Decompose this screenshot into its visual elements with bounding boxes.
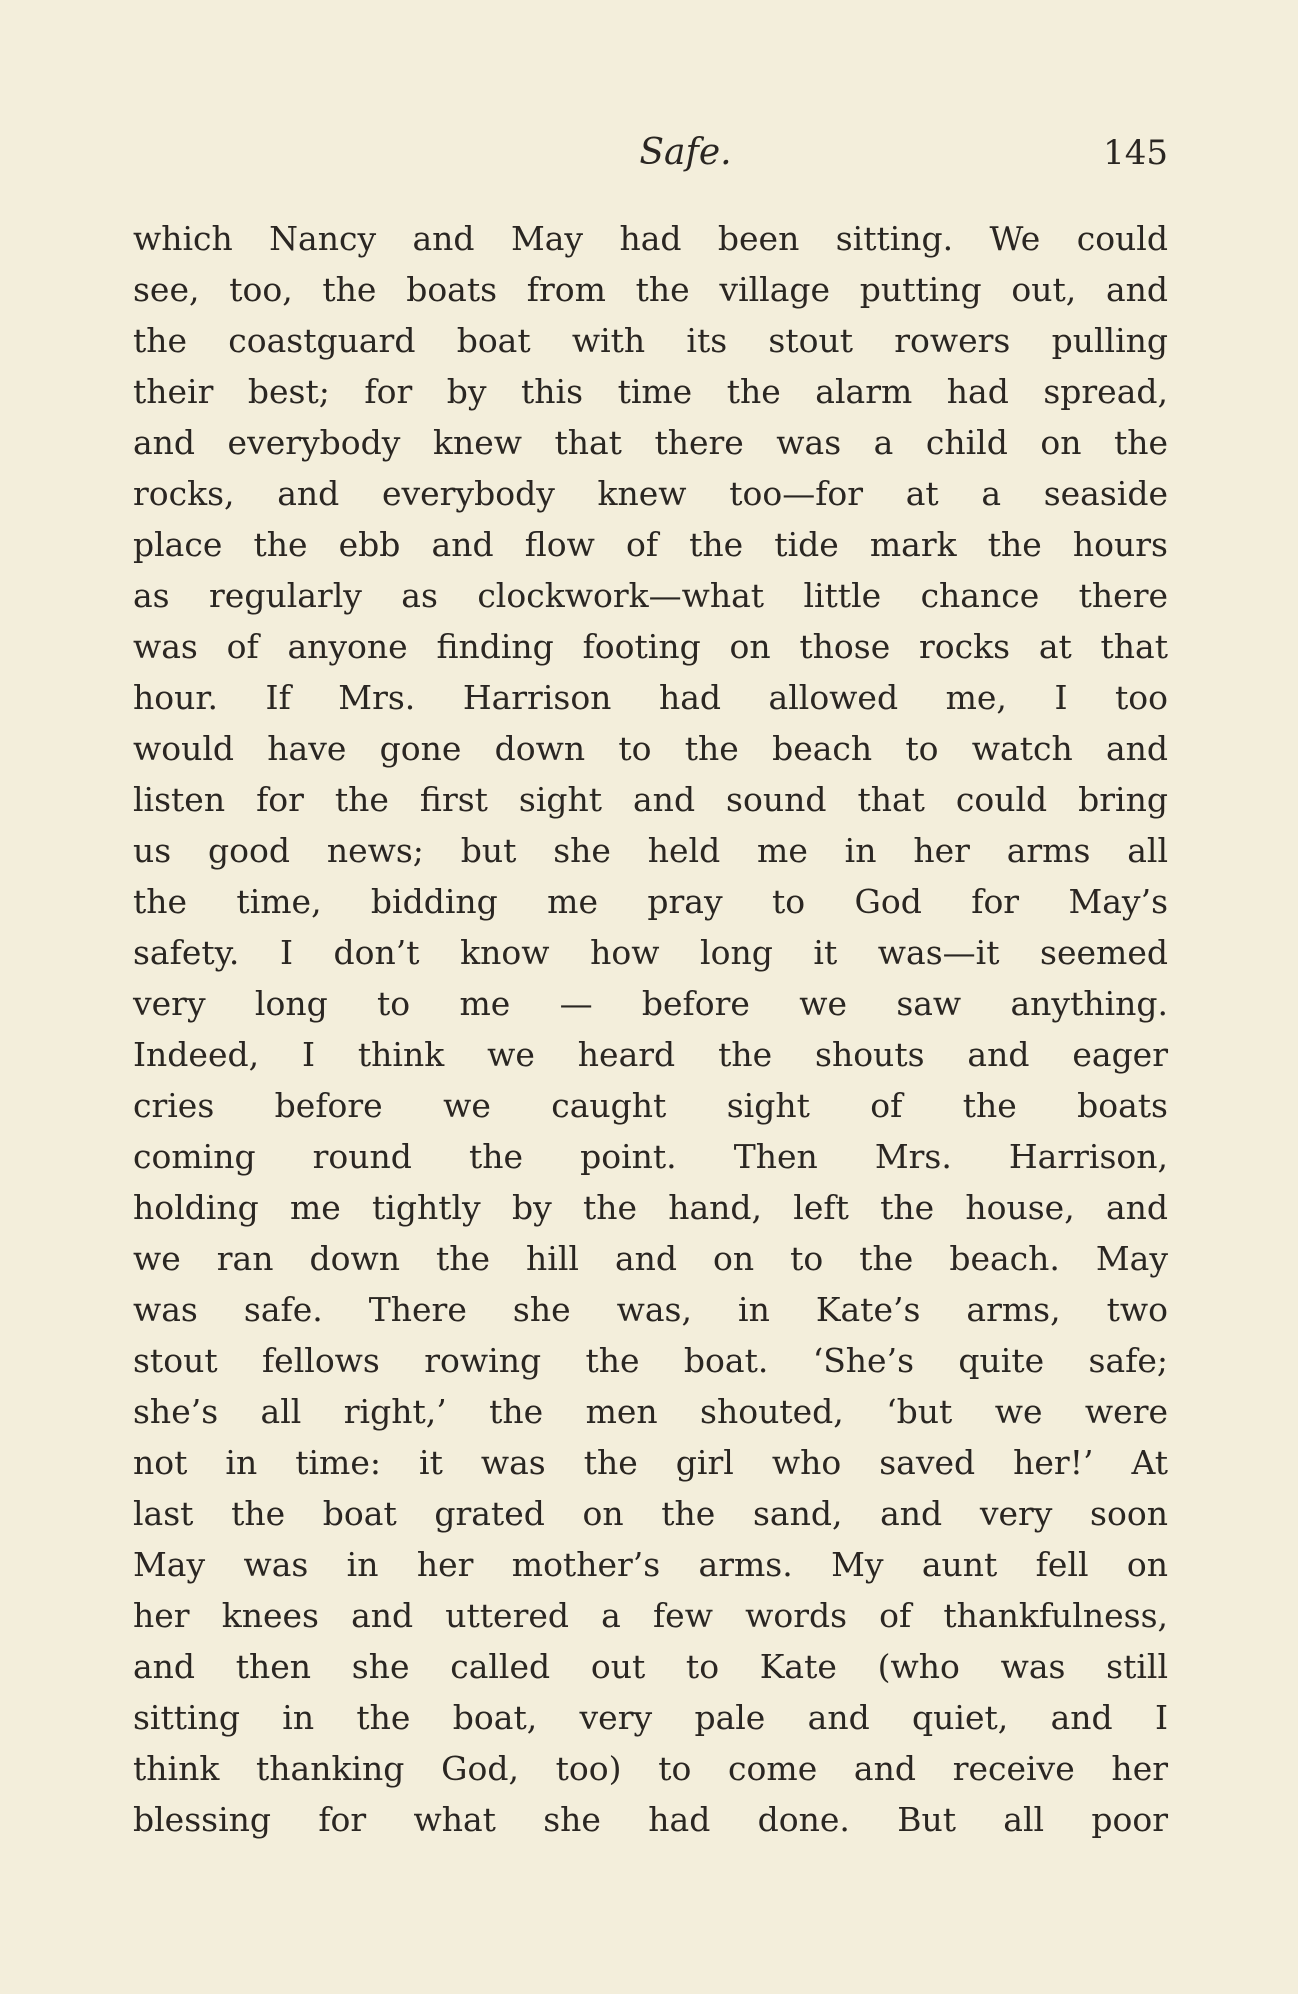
text-line: was of anyone finding footing on those rocks at that [133,627,1168,666]
text-line: and then she called out to Kate (who was still [133,1647,1168,1686]
text-line: she’s all right,’ the men shouted, ‘but we were [133,1392,1168,1431]
text-line: see, too, the boats from the village putting out, and [133,270,1168,309]
text-line: we ran down the hill and on to the beach. May [133,1239,1168,1278]
text-line: rocks, and everybody knew too—for at a seaside [133,474,1168,513]
text-line: which Nancy and May had been sitting. We could [133,219,1168,258]
text-line: think thanking God, too) to come and receive her [133,1749,1168,1788]
text-line: blessing for what she had done. But all poor [133,1800,1168,1839]
text-line: cries before we caught sight of the boats [133,1086,1168,1125]
text-line: was safe. There she was, in Kate’s arms, two [133,1290,1168,1329]
text-line: hour. If Mrs. Harrison had allowed me, I too [133,678,1168,717]
text-line: not in time: it was the girl who saved her!’ At [133,1443,1168,1482]
text-line: May was in her mother’s arms. My aunt fell on [133,1545,1168,1584]
text-line: very long to me — before we saw anything. [133,984,1168,1023]
text-line: would have gone down to the beach to watch and [133,729,1168,768]
text-line: their best; for by this time the alarm had spread, [133,372,1168,411]
text-line: sitting in the boat, very pale and quiet, and I [133,1698,1168,1737]
text-line: as regularly as clockwork—what little chance there [133,576,1168,615]
body-text [133,213,1168,1845]
text-line: coming round the point. Then Mrs. Harrison, [133,1137,1168,1176]
text-line: the coastguard boat with its stout rowers pulling [133,321,1168,360]
text-line: listen for the first sight and sound that could bring [133,780,1168,819]
text-line: place the ebb and flow of the tide mark the hours [133,525,1168,564]
text-line: last the boat grated on the sand, and very soon [133,1494,1168,1533]
running-title: Safe. [639,132,732,173]
text-line: holding me tightly by the hand, left the house, and [133,1188,1168,1227]
text-line: her knees and uttered a few words of thankfulness, [133,1596,1168,1635]
text-line: stout fellows rowing the boat. ‘She’s quite safe; [133,1341,1168,1380]
text-line: safety. I don’t know how long it was—it seemed [133,933,1168,972]
running-head [133,128,1168,178]
page-number: 145 [1103,133,1168,173]
text-line: us good news; but she held me in her arms all [133,831,1168,870]
text-line: and everybody knew that there was a child on the [133,423,1168,462]
text-line: the time, bidding me pray to God for May’s [133,882,1168,921]
text-line: Indeed, I think we heard the shouts and eager [133,1035,1168,1074]
